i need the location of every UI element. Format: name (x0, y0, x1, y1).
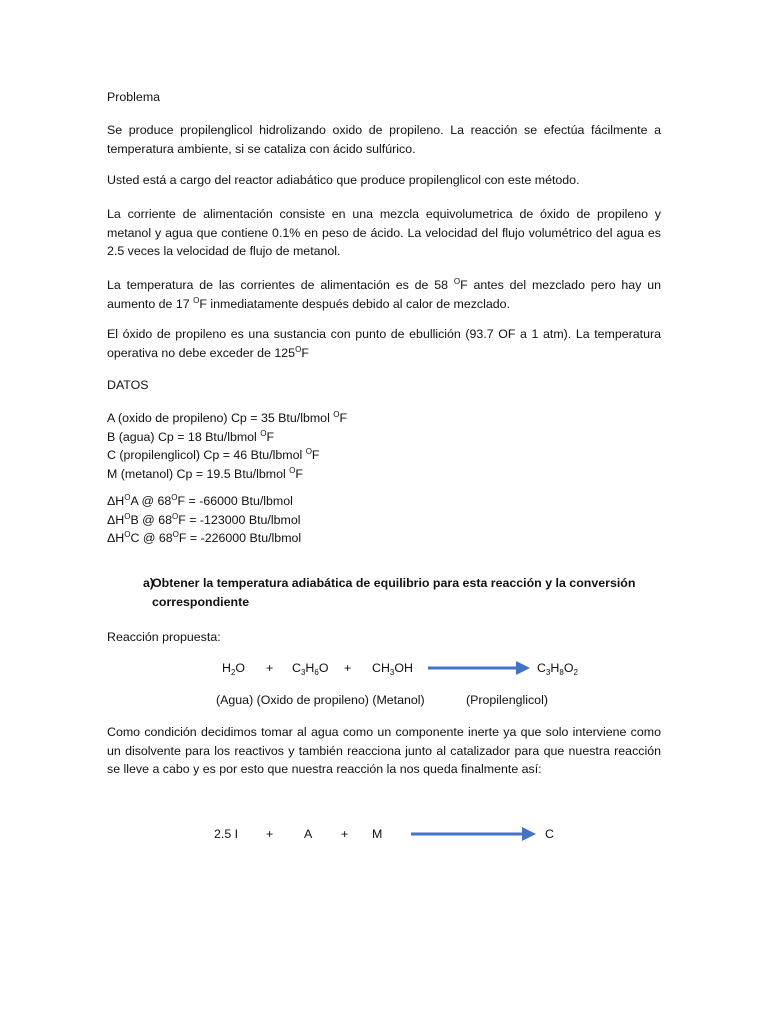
formula-water: $H_2O$ (222, 661, 246, 677)
reactant-names: (Agua) (Oxido de propileno) (Metanol) (216, 693, 425, 707)
degree-superscript: O (295, 344, 302, 354)
paragraph-feed: La corriente de alimentación consiste en una mezcla equivolumetrica de óxido de propileno y metanol y agua que contiene 0.1% en peso de ácido. La velocidad del flujo volumétrico del agua es 2.5 veces la velocidad de flujo de metanol. (107, 207, 661, 258)
cp-line-a: A (oxido de propileno) Cp = 35 Btu/lbmol $^O$F (107, 410, 348, 425)
paragraph-reactor: Usted está a cargo del reactor adiabático que produce propilenglicol con este método. (107, 173, 580, 187)
paragraph-intro: Se produce propilenglicol hidrolizando oxido de propileno. La reacción se efectúa fácilmente a temperatura ambiente, si se cataliza con ácido sulfúrico. (107, 123, 661, 156)
term-a: A (304, 827, 313, 841)
formula-propylene-oxide: $C_3H_6O$ (292, 661, 329, 677)
problem-title: Problema (107, 90, 161, 104)
cp-line-b: B (agua) Cp = 18 Btu/lbmol $^O$F (107, 428, 275, 444)
plus-sign: + (266, 827, 274, 841)
term-c: C (545, 827, 554, 841)
question-a-text: Obtener la temperatura adiabática de equilibrio para esta reacción y la conversión correspondiente (152, 576, 636, 609)
paragraph-boiling-point: El óxido de propileno es una sustancia con punto de ebullición (93.7 OF a 1 atm). La temperatura operativa no debe exceder de $125^OF$ (107, 327, 661, 360)
plus-sign: + (344, 661, 352, 675)
enthalpy-line-a: $\Delta H^OA$ @ $68^OF = -66000$ Btu/lbmol (107, 493, 293, 508)
paragraph-temperature: La temperatura de las corrientes de alimentación es de 58 $^O$F antes del mezclado pero hay un aumento de 17 $^O$F inmediatamente después debido al calor de mezclado. (107, 277, 661, 311)
term-m: M (372, 827, 383, 841)
formula-methanol: $CH_3OH$ (372, 661, 413, 677)
reaction-arrow-icon (428, 660, 531, 676)
question-a (107, 574, 661, 614)
enthalpy-line-c: $\Delta H^OC$ @ $68^OF = -226000$ Btu/lbmol (107, 530, 302, 545)
cp-line-c: C (propilenglicol) Cp = 46 Btu/lbmol $^O$F (107, 447, 320, 462)
reaction-heading: Reacción propuesta: (107, 630, 221, 644)
datos-heading: DATOS (107, 378, 149, 392)
formula-propylene-glycol: $C_3H_8O_2$ (537, 661, 578, 677)
cp-line-m: M (metanol) Cp = 19.5 Btu/lbmol $^O$F (107, 465, 303, 481)
cp-data-list (107, 409, 661, 483)
question-a-label: a) (143, 576, 155, 590)
plus-sign: + (341, 827, 349, 841)
plus-sign: + (266, 661, 274, 675)
enthalpy-line-b: $\Delta H^OB$ @ $68^OF = -123000$ Btu/lbmol (107, 511, 301, 527)
degree-superscript: O (193, 295, 200, 305)
reaction-arrow-icon (411, 826, 537, 842)
degree-superscript: O (453, 277, 461, 286)
paragraph-inert-water: Como condición decidimos tomar al agua como un componente inerte ya que solo interviene como un disolvente para los reactivos y también reacciona junto al catalizador para que nuestra reacción se lleve a cabo y es por esto que nuestra reacción la nos queda finalmente así: (107, 725, 661, 776)
product-name: (Propilenglicol) (466, 693, 548, 707)
term-inert: 2.5 I (214, 827, 239, 841)
enthalpy-data-list (107, 492, 661, 548)
